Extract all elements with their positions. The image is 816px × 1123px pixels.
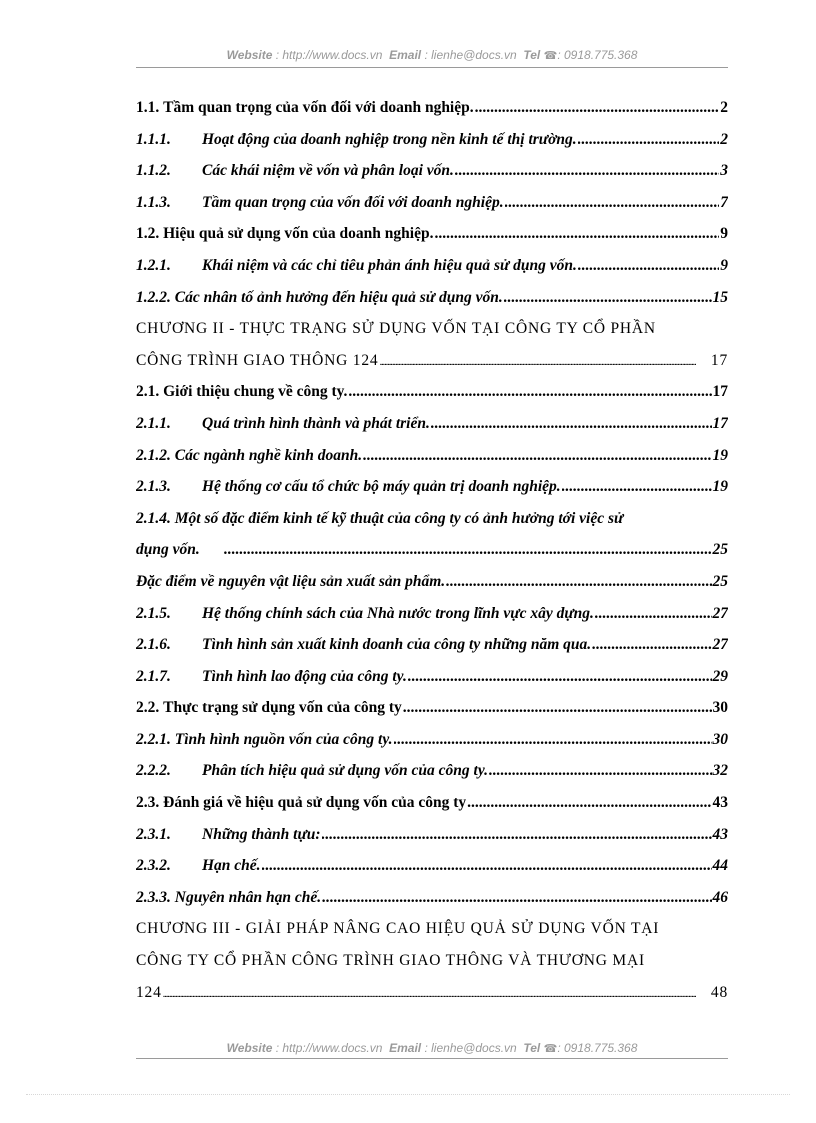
toc-title: Đặc điểm về nguyên vật liệu sản xuất sản phẩm. xyxy=(136,572,446,590)
toc-entry xyxy=(136,850,728,882)
toc-page: 48 xyxy=(710,983,728,1001)
toc-page: 30 xyxy=(712,730,728,748)
chapter-heading-cont xyxy=(136,945,728,977)
toc-page: 30 xyxy=(712,699,728,717)
toc-page: 17 xyxy=(712,383,728,401)
tel-label: Tel xyxy=(523,1041,541,1055)
dot-leader xyxy=(322,882,711,914)
dot-leader xyxy=(262,850,712,882)
toc-page: 44 xyxy=(712,857,728,875)
toc-title: Phân tích hiệu quả sử dụng vốn của công ty. xyxy=(202,762,489,780)
toc-title: Tầm quan trọng của vốn đối với doanh nghiệp. xyxy=(163,99,474,116)
toc-page: 32 xyxy=(712,762,728,780)
toc-page: 43 xyxy=(712,825,728,843)
toc-entry xyxy=(136,282,728,314)
footer-rule xyxy=(136,1058,728,1059)
toc-entry xyxy=(136,187,728,219)
toc-page: 17 xyxy=(712,414,728,432)
dot-leader xyxy=(322,819,712,851)
dot-leader xyxy=(403,692,712,724)
dot-leader xyxy=(163,977,696,1009)
toc-page: 27 xyxy=(712,636,728,654)
toc-number: 2.1.6. xyxy=(136,636,171,654)
toc-title: Khái niệm và các chỉ tiêu phản ánh hiệu quả sử dụng vốn. xyxy=(202,256,577,274)
toc-entry xyxy=(136,598,728,630)
toc-page: 27 xyxy=(712,604,728,622)
toc-page: 19 xyxy=(712,478,728,496)
toc-page: 9 xyxy=(720,225,728,243)
toc-entry xyxy=(136,471,728,503)
chapter-heading xyxy=(136,313,728,345)
toc-title: Hạn chế. xyxy=(202,857,261,875)
toc-title: Tình hình sản xuất kinh doanh của công ty những năm qua. xyxy=(202,636,592,654)
dot-leader xyxy=(489,755,711,787)
tel-value: : 0918.775.368 xyxy=(557,48,638,62)
dot-leader xyxy=(595,598,712,630)
dot-leader xyxy=(505,187,720,219)
toc-number: 2.2. xyxy=(136,699,160,717)
toc-number: 2.1.7. xyxy=(136,667,171,685)
toc-number: 1.1.1. xyxy=(136,130,171,148)
toc-entry xyxy=(136,92,728,124)
toc-page: 2 xyxy=(720,130,728,148)
toc-number: 1.2.1. xyxy=(136,256,171,274)
page-boundary xyxy=(26,1094,790,1095)
toc-number: 2.1.2. xyxy=(136,446,171,464)
toc-number: 2.1.1. xyxy=(136,414,171,432)
dot-leader xyxy=(592,629,711,661)
toc-number: 2.1.5. xyxy=(136,604,171,622)
dot-leader xyxy=(467,787,711,819)
dot-leader xyxy=(504,282,712,314)
chapter-heading-cont xyxy=(136,977,728,1009)
email-value: : lienhe@docs.vn xyxy=(424,1041,517,1055)
toc-page: 17 xyxy=(710,351,728,369)
toc-entry xyxy=(136,724,728,756)
header-rule xyxy=(136,67,728,68)
website-value: : http://www.docs.vn xyxy=(275,1041,383,1055)
toc-number: 1.2. xyxy=(136,225,160,243)
toc-entry-cont xyxy=(136,534,728,566)
chapter-title-line-3: 124 xyxy=(136,983,162,1001)
toc-number: 1.1.3. xyxy=(136,193,171,211)
toc-page: 15 xyxy=(712,288,728,306)
dot-leader xyxy=(434,218,719,250)
dot-leader xyxy=(446,566,711,598)
toc-title: Những thành tựu: xyxy=(202,825,321,843)
dot-leader xyxy=(363,440,711,472)
toc-number: 2.1.3. xyxy=(136,478,171,496)
toc-title: Đánh giá về hiệu quả sử dụng vốn của công ty xyxy=(163,794,467,812)
toc-number: 2.3.3. xyxy=(136,888,171,906)
toc-number: 1.1.2. xyxy=(136,162,171,180)
toc-title: Giới thiệu chung về công ty. xyxy=(163,383,348,401)
website-label: Website xyxy=(226,48,273,62)
toc-number: 2.1. xyxy=(136,383,160,401)
toc-entry xyxy=(136,408,728,440)
dot-leader xyxy=(578,124,720,156)
toc-entry xyxy=(136,819,728,851)
toc-number: 1.1. xyxy=(136,99,160,116)
dot-leader xyxy=(348,376,711,408)
toc-title: Hiệu quả sử dụng vốn của doanh nghiệp. xyxy=(163,225,434,243)
toc-number: 2.3.1. xyxy=(136,825,171,843)
toc-page: 25 xyxy=(712,541,728,559)
toc-title: Các khái niệm về vốn và phân loại vốn. xyxy=(202,162,454,180)
page-header xyxy=(136,48,728,62)
dot-leader xyxy=(224,534,712,566)
toc-title: Các nhân tố ảnh hưởng đến hiệu quả sử dụng vốn. xyxy=(174,288,503,306)
toc-number: 1.2.2. xyxy=(136,288,171,306)
email-label: Email xyxy=(389,48,422,62)
chapter-title-line-1: CHƯƠNG III - GIẢI PHÁP NÂNG CAO HIỆU QUẢ SỬ DỤNG VỐN TẠI xyxy=(136,920,660,938)
toc-title: Thực trạng sử dụng vốn của công ty xyxy=(163,699,402,717)
toc-page: 29 xyxy=(712,667,728,685)
dot-leader xyxy=(431,408,712,440)
toc-title: Hoạt động của doanh nghiệp trong nền kinh tế thị trường. xyxy=(202,130,577,148)
toc-number: 2.2.1. xyxy=(136,730,171,748)
toc-number: 2.3.2. xyxy=(136,857,171,875)
toc-title: Tình hình lao động của công ty. xyxy=(202,667,407,685)
toc-entry xyxy=(136,376,728,408)
chapter-heading xyxy=(136,913,728,945)
toc-entry xyxy=(136,218,728,250)
dot-leader xyxy=(394,724,712,756)
toc-entry xyxy=(136,155,728,187)
chapter-title-line-1: CHƯƠNG II - THỰC TRẠNG SỬ DỤNG VỐN TẠI CÔNG TY CỔ PHẦN xyxy=(136,320,656,338)
toc-title: Hệ thống cơ cấu tổ chức bộ máy quản trị doanh nghiệp. xyxy=(202,478,561,496)
toc-title-line-1: 2.1.4. Một số đặc điểm kinh tế kỹ thuật của công ty có ảnh hưởng tới việc sử xyxy=(136,509,624,527)
page-footer xyxy=(136,1041,728,1055)
website-value: : http://www.docs.vn xyxy=(275,48,383,62)
chapter-title-line-2: CÔNG TRÌNH GIAO THÔNG 124 xyxy=(136,351,379,369)
toc-title-line-2: dụng vốn. xyxy=(136,541,200,559)
toc-entry xyxy=(136,250,728,282)
chapter-heading-cont xyxy=(136,345,728,377)
toc-page: 9 xyxy=(720,256,728,274)
website-label: Website xyxy=(226,1041,273,1055)
toc-entry xyxy=(136,124,728,156)
toc-title: Tầm quan trọng của vốn đối với doanh nghiệp. xyxy=(202,193,504,211)
toc-entry xyxy=(136,755,728,787)
toc-page: 43 xyxy=(712,794,728,812)
toc-page: 7 xyxy=(720,193,728,211)
chapter-title-line-2: CÔNG TY CỔ PHẦN CÔNG TRÌNH GIAO THÔNG VÀ THƯƠNG MẠI xyxy=(136,952,645,970)
email-value: : lienhe@docs.vn xyxy=(424,48,517,62)
toc-number: 2.2.2. xyxy=(136,762,171,780)
dot-leader xyxy=(379,345,695,377)
toc-title: Các ngành nghề kinh doanh. xyxy=(174,446,363,464)
toc-page: 46 xyxy=(712,888,728,906)
toc-entry xyxy=(136,787,728,819)
toc-entry xyxy=(136,882,728,914)
table-of-contents xyxy=(136,92,728,1008)
toc-entry xyxy=(136,440,728,472)
dot-leader xyxy=(408,661,712,693)
phone-icon: ☎ xyxy=(543,50,558,62)
toc-page: 25 xyxy=(712,572,728,590)
toc-page: 3 xyxy=(720,162,728,180)
toc-title: Tình hình nguồn vốn của công ty. xyxy=(174,730,393,748)
toc-entry xyxy=(136,692,728,724)
dot-leader xyxy=(475,92,720,124)
toc-entry-multiline xyxy=(136,503,728,535)
toc-title: Quá trình hình thành và phát triển. xyxy=(202,414,430,432)
dot-leader xyxy=(578,250,719,282)
tel-value: : 0918.775.368 xyxy=(557,1041,638,1055)
toc-number: 2.3. xyxy=(136,794,160,812)
toc-entry xyxy=(136,629,728,661)
toc-entry xyxy=(136,566,728,598)
dot-leader xyxy=(562,471,712,503)
toc-page: 2 xyxy=(720,99,728,116)
email-label: Email xyxy=(389,1041,422,1055)
toc-entry xyxy=(136,661,728,693)
toc-title: Hệ thống chính sách của Nhà nước trong lĩnh vực xây dựng. xyxy=(202,604,594,622)
phone-icon: ☎ xyxy=(543,1043,558,1055)
tel-label: Tel xyxy=(523,48,541,62)
dot-leader xyxy=(455,155,719,187)
toc-title: Nguyên nhân hạn chế. xyxy=(174,888,322,906)
toc-page: 19 xyxy=(712,446,728,464)
